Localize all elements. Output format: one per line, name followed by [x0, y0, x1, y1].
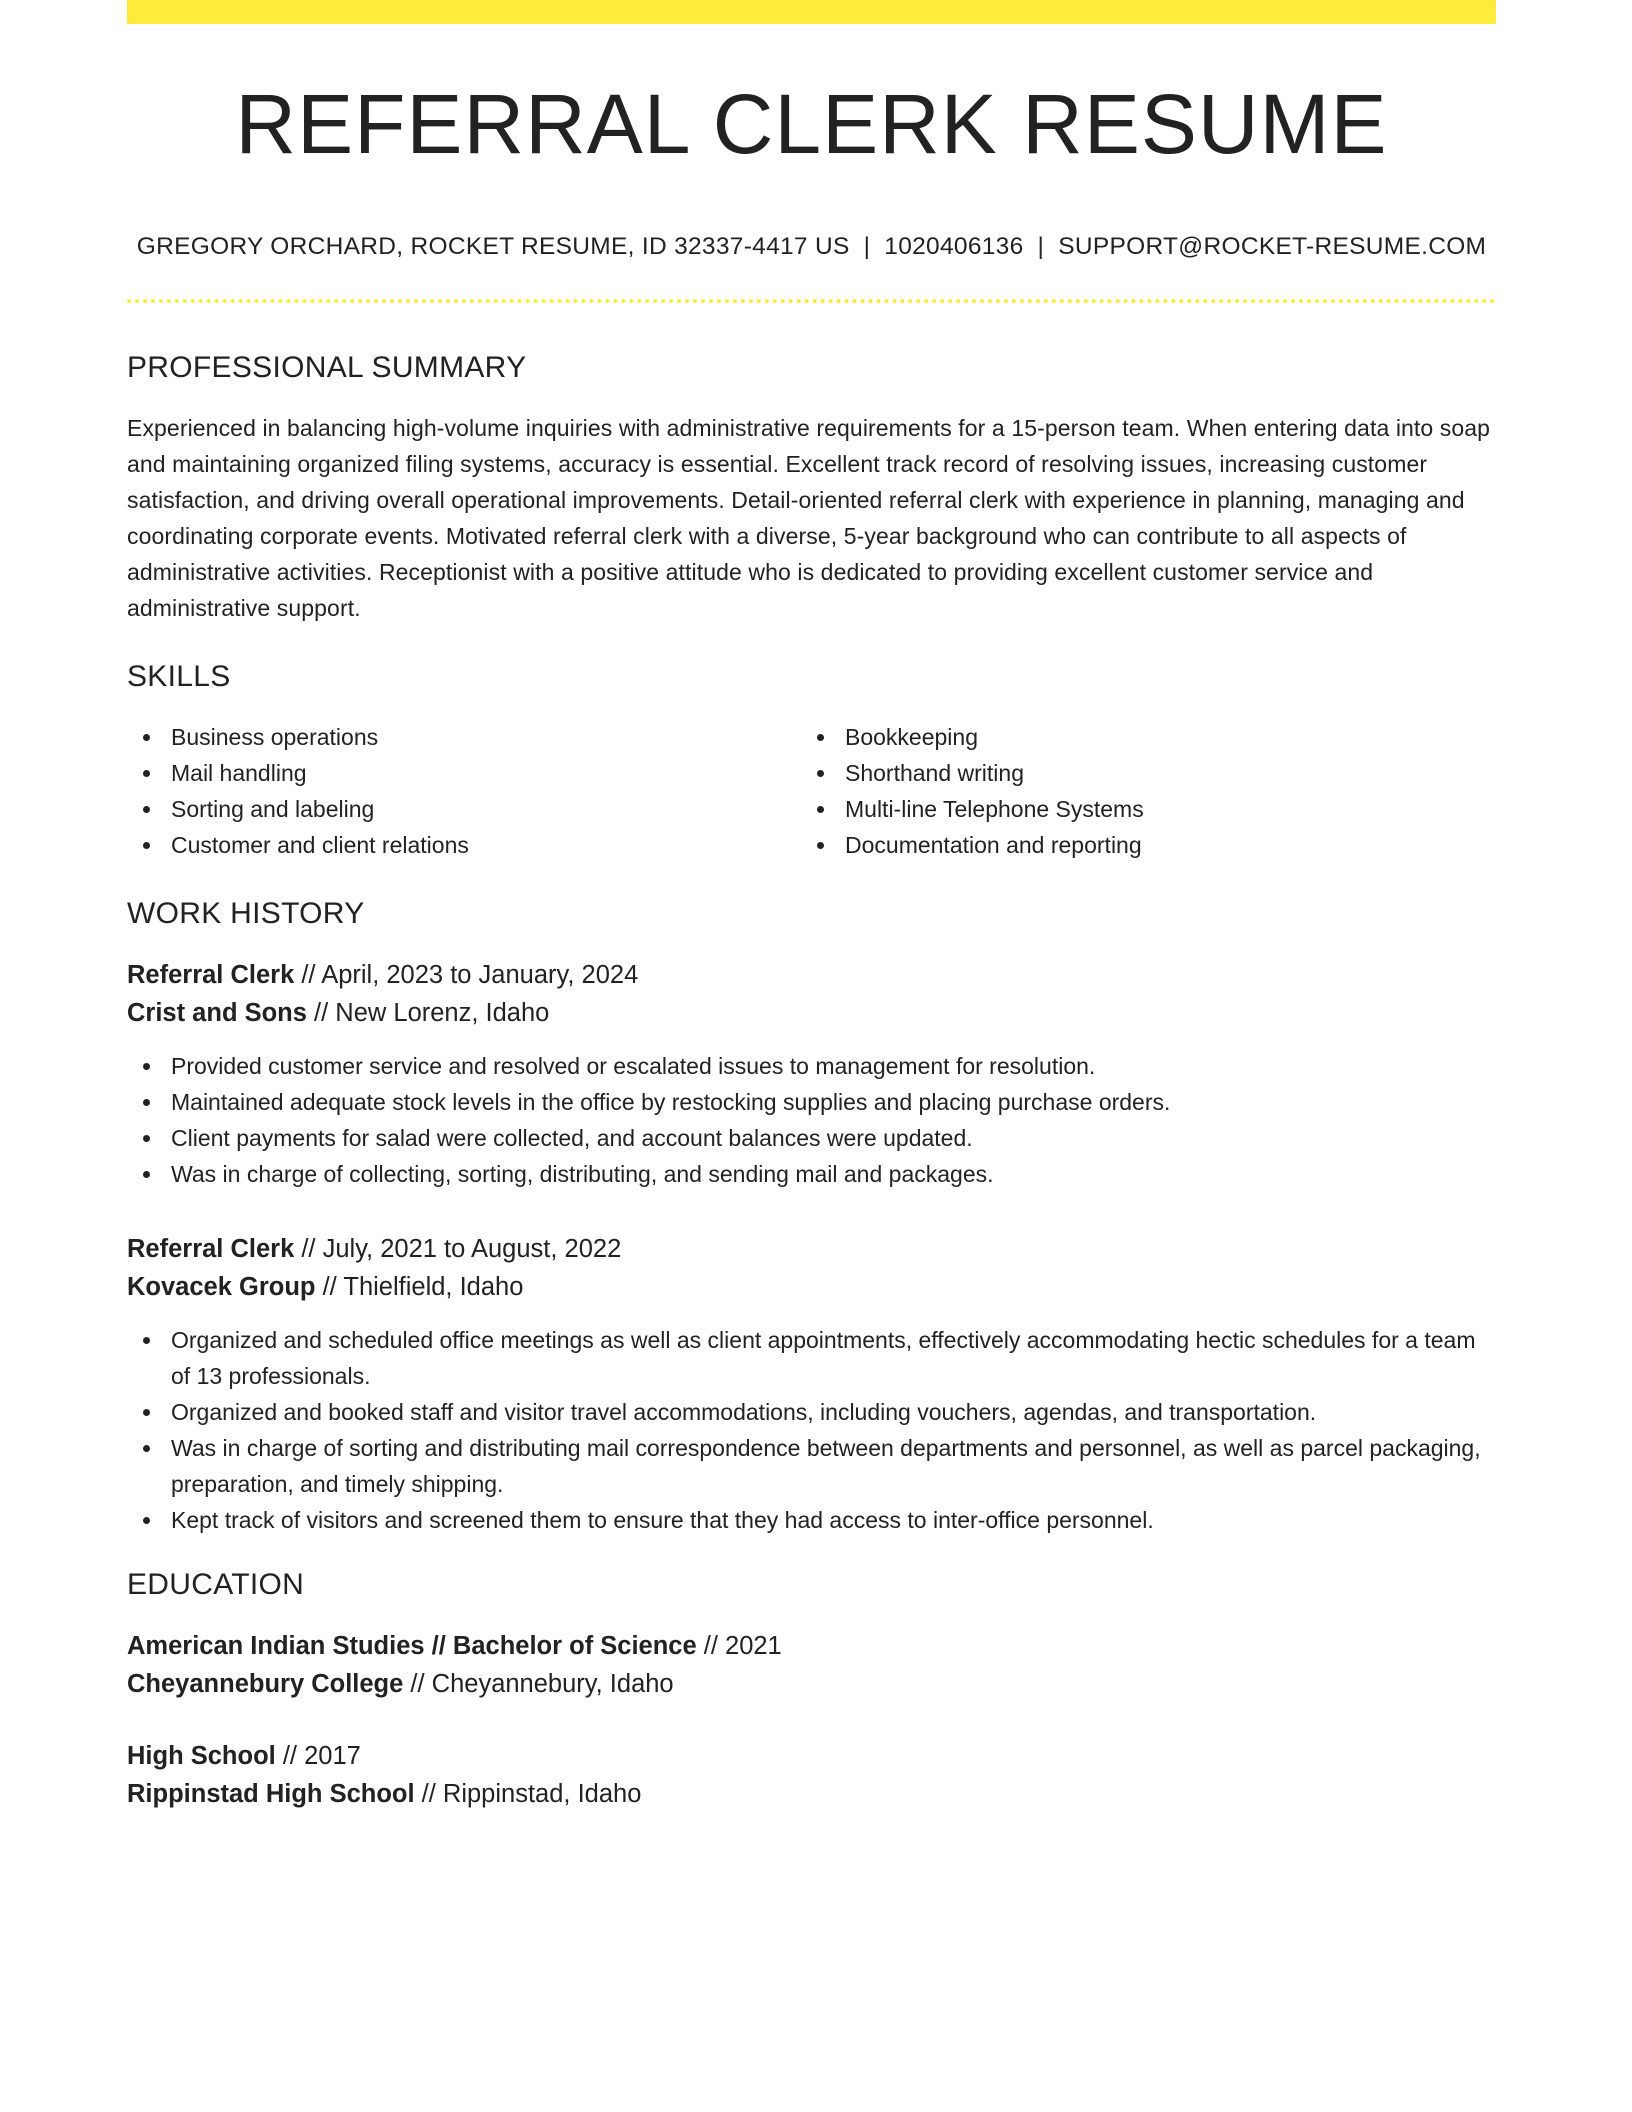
job-role: Referral Clerk — [127, 1235, 295, 1264]
summary-text: Experienced in balancing high-volume inquiries with administrative requirements for a 15-person team. When entering data into soap and maintaining organized filing systems, accuracy is essential. Excellent track record of resolving issues, increasing customer satisfaction, and driving overall operational improvements. Detail-oriented referral clerk with experience in planning, managing and coordinating corporate events. Motivated referral clerk with a diverse, 5-year background who can contribute to all aspects of administrative activities. Receptionist with a positive attitude who is dedicated to providing excellent customer service and administrative support. — [127, 415, 1491, 622]
job-bullets — [127, 1048, 1496, 1192]
contact-line — [127, 232, 1496, 261]
resume-title: REFERRAL CLERK RESUME — [235, 77, 1388, 171]
job-location: // New Lorenz, Idaho — [306, 999, 550, 1028]
job-entry — [127, 956, 1496, 1192]
skill-item: Sorting and labeling — [127, 791, 801, 827]
job-bullet: Was in charge of sorting and distributing mail correspondence between departments and personnel, as well as parcel packaging, preparation, and timely shipping. — [127, 1430, 1496, 1502]
education-entry — [127, 1627, 1496, 1703]
job-role-line — [127, 1230, 1496, 1268]
job-bullet: Client payments for salad were collected, and account balances were updated. — [127, 1120, 1496, 1156]
skills-grid — [127, 719, 1496, 863]
skills-heading: SKILLS — [127, 660, 231, 694]
summary-heading: PROFESSIONAL SUMMARY — [127, 351, 527, 385]
work-history-heading: WORK HISTORY — [127, 897, 365, 931]
skill-item: Customer and client relations — [127, 827, 801, 863]
skill-item: Bookkeeping — [801, 719, 1475, 755]
job-bullet: Kept track of visitors and screened them to ensure that they had access to inter-office personnel. — [127, 1502, 1496, 1538]
job-company-line — [127, 994, 1496, 1032]
skill-item: Mail handling — [127, 755, 801, 791]
dotted-divider — [127, 299, 1496, 303]
job-location: // Thielfield, Idaho — [315, 1273, 524, 1302]
skill-item: Business operations — [127, 719, 801, 755]
education-location: // Rippinstad, Idaho — [414, 1780, 642, 1809]
accent-top-bar — [127, 0, 1496, 24]
education-degree-line — [127, 1627, 1496, 1665]
job-bullet: Maintained adequate stock levels in the office by restocking supplies and placing purchase orders. — [127, 1084, 1496, 1120]
skill-item: Shorthand writing — [801, 755, 1475, 791]
contact-separator: | — [863, 233, 871, 260]
education-school: Rippinstad High School — [127, 1780, 415, 1809]
skills-list-right — [801, 719, 1475, 863]
education-school-line — [127, 1665, 1496, 1703]
education-degree-line — [127, 1737, 1496, 1775]
contact-separator: | — [1037, 233, 1045, 260]
job-company: Kovacek Group — [127, 1273, 316, 1302]
skill-item: Documentation and reporting — [801, 827, 1475, 863]
job-bullet: Was in charge of collecting, sorting, distributing, and sending mail and packages. — [127, 1156, 1496, 1192]
job-dates: // April, 2023 to January, 2024 — [294, 961, 639, 990]
job-bullets — [127, 1322, 1496, 1538]
job-company: Crist and Sons — [127, 999, 307, 1028]
job-bullet: Provided customer service and resolved or escalated issues to management for resolution. — [127, 1048, 1496, 1084]
skill-item: Multi-line Telephone Systems — [801, 791, 1475, 827]
skills-list-left — [127, 719, 801, 863]
job-entry — [127, 1230, 1496, 1538]
job-role-line — [127, 956, 1496, 994]
contact-email: SUPPORT@ROCKET-RESUME.COM — [1058, 233, 1487, 260]
job-company-line — [127, 1268, 1496, 1306]
job-role: Referral Clerk — [127, 961, 295, 990]
education-school: Cheyannebury College — [127, 1670, 404, 1699]
education-degree: American Indian Studies // Bachelor of Science — [127, 1632, 697, 1661]
education-degree: High School — [127, 1742, 276, 1771]
job-dates: // July, 2021 to August, 2022 — [294, 1235, 622, 1264]
education-location: // Cheyannebury, Idaho — [403, 1670, 674, 1699]
contact-address: GREGORY ORCHARD, ROCKET RESUME, ID 32337-4417 US — [136, 233, 850, 260]
job-bullet: Organized and booked staff and visitor travel accommodations, including vouchers, agendas, and transportation. — [127, 1394, 1496, 1430]
education-school-line — [127, 1775, 1496, 1813]
education-heading: EDUCATION — [127, 1568, 305, 1602]
education-year: // 2017 — [275, 1742, 361, 1771]
contact-phone: 1020406136 — [884, 233, 1024, 260]
education-year: // 2021 — [696, 1632, 782, 1661]
resume-page — [127, 0, 1496, 1813]
education-entry — [127, 1737, 1496, 1813]
job-bullet: Organized and scheduled office meetings as well as client appointments, effectively accommodating hectic schedules for a team of 13 professionals. — [127, 1322, 1496, 1394]
